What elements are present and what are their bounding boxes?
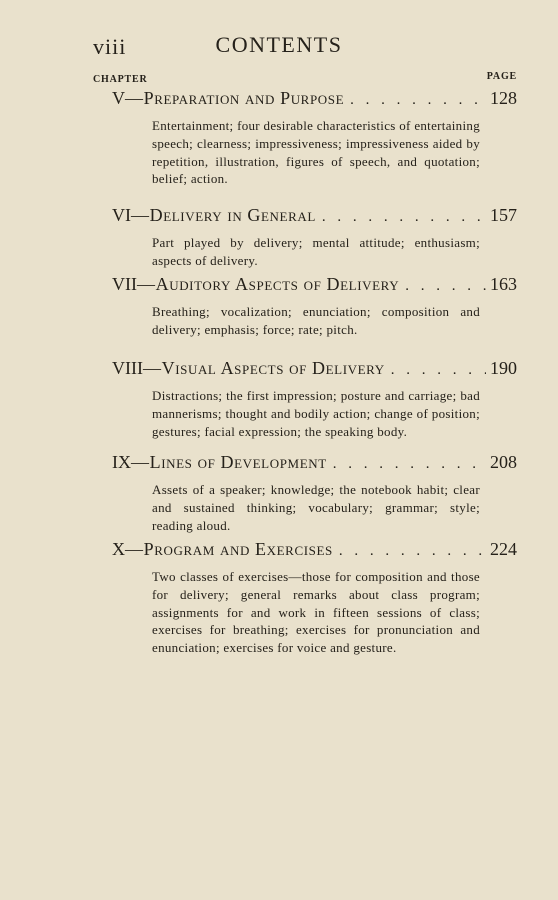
- chapter-page-number: 190: [490, 358, 517, 378]
- chapter-page-number: 157: [490, 205, 517, 225]
- chapter-title: —Lines of Development: [131, 452, 327, 472]
- chapter-page-number: 224: [490, 539, 517, 559]
- toc-entry-heading: [112, 358, 517, 379]
- toc-entry-heading: [112, 205, 517, 226]
- toc-entry-chapter-v: [112, 88, 517, 188]
- chapter-column-label: CHAPTER: [93, 74, 148, 85]
- toc-entry-chapter-viii: [112, 358, 517, 440]
- chapter-summary: Part played by delivery; mental attitude; enthusiasm; aspects of delivery.: [152, 235, 480, 268]
- chapter-title: —Program and Exercises: [125, 539, 333, 559]
- toc-entry-heading: [112, 539, 517, 560]
- page-column-label: PAGE: [486, 71, 517, 82]
- toc-entry-heading: [112, 274, 517, 295]
- chapter-number: VII: [112, 274, 137, 294]
- dot-leader: [399, 278, 486, 295]
- toc-entry-heading: [112, 88, 517, 109]
- chapter-number: VI: [112, 205, 131, 225]
- chapter-title: —Visual Aspects of Delivery: [142, 358, 385, 378]
- chapter-summary: Distractions; the first impression; posture and carriage; bad mannerisms; thought and bodily action; change of position; gestures; facial expression; the speaking body.: [152, 388, 480, 439]
- chapter-summary: Breathing; vocalization; enunciation; composition and delivery; emphasis; force; rate; pitch.: [152, 304, 480, 337]
- chapter-summary: Two classes of exercises—those for composition and those for delivery; general remarks about class program; assignments for and work in fifteen sessions of class; exercises for breathing; exercises for pronunciation and enunciation; exercises for voice and gesture.: [152, 569, 480, 656]
- chapter-title: —Preparation and Purpose: [125, 88, 345, 108]
- chapter-summary: Assets of a speaker; knowledge; the notebook habit; clear and sustained thinking; vocabulary; grammar; style; reading aloud.: [152, 482, 480, 533]
- chapter-page-number: 208: [490, 452, 517, 472]
- chapter-title: —Delivery in General: [131, 205, 316, 225]
- toc-entry-heading: [112, 452, 517, 473]
- toc-entry-chapter-ix: [112, 452, 517, 534]
- chapter-summary: Entertainment; four desirable characteristics of entertaining speech; clearness; impressiveness; impressiveness aided by repetition, illustration, figures of speech, and quotation; belief; action.: [152, 118, 480, 187]
- dot-leader: [316, 209, 486, 226]
- chapter-title: —Auditory Aspects of Delivery: [137, 274, 400, 294]
- toc-entry-chapter-vi: [112, 205, 517, 270]
- chapter-number: IX: [112, 452, 131, 472]
- dot-leader: [385, 362, 486, 379]
- dot-leader: [327, 456, 486, 473]
- toc-entry-chapter-vii: [112, 274, 517, 339]
- chapter-page-number: 128: [490, 88, 517, 108]
- dot-leader: [333, 543, 486, 560]
- dot-leader: [344, 92, 486, 109]
- chapter-number: VIII: [112, 358, 143, 378]
- page-number: viii: [93, 34, 127, 59]
- toc-entry-chapter-x: [112, 539, 517, 657]
- page-title: CONTENTS: [215, 32, 343, 57]
- chapter-page-number: 163: [490, 274, 517, 294]
- chapter-number: V: [112, 88, 125, 108]
- chapter-number: X: [112, 539, 125, 559]
